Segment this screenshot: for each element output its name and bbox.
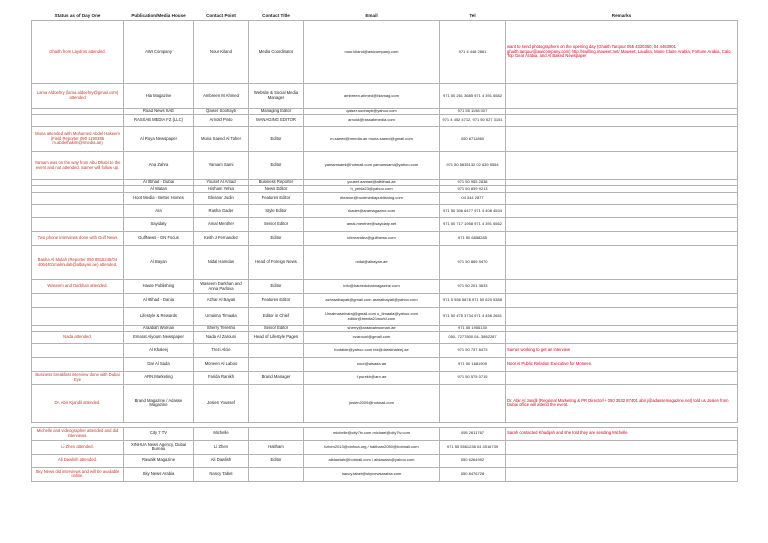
tel-cell: 050 8476728 — [440, 467, 506, 481]
email-cell: josien2009@hotmail.com — [304, 384, 440, 422]
publication-cell: Ara — [124, 205, 194, 218]
tel-cell: 971 55 5561238 04 4516739 — [440, 440, 506, 454]
remarks-cell — [506, 308, 738, 326]
contact-cell: Ali Dawlish — [194, 454, 249, 467]
title-cell: Brand Manager — [249, 371, 304, 384]
title-cell: MANAGING EDITOR — [249, 115, 304, 127]
publication-cell: Al Bayan — [124, 246, 194, 280]
publication-cell: AWI Company — [124, 21, 194, 84]
table-row — [32, 84, 738, 109]
tel-cell: 971 50 306 6477 971 4 408 4534 — [440, 205, 506, 218]
email-cell: h_yehia23@yahoo.com — [304, 186, 440, 193]
tel-cell: 971 5 556 5878 971 50 620 5388 — [440, 294, 506, 308]
table-row — [32, 21, 738, 84]
title-cell — [249, 467, 304, 481]
tel-cell: 971 50 737 8473 — [440, 343, 506, 357]
table-row — [32, 205, 738, 218]
header-tel: Tel — [440, 12, 506, 21]
status-cell — [32, 193, 124, 205]
status-cell — [32, 218, 124, 232]
table-row — [32, 308, 738, 326]
title-cell: Editor — [249, 232, 304, 246]
remarks-cell — [506, 84, 738, 109]
contact-cell: Nada Al Zarouni — [194, 331, 249, 343]
publication-cell: Lifestyle & Rewards — [124, 308, 194, 326]
title-cell: Style Editor — [249, 205, 304, 218]
contact-cell: Muna Saeed Al Taher — [194, 127, 249, 152]
email-cell: alidawlah@hotmail.com / alidawlah@yahoo.com — [304, 454, 440, 467]
title-cell: Senior Editor — [249, 218, 304, 232]
table-row — [32, 371, 738, 384]
remarks-cell — [506, 115, 738, 127]
tel-cell: 971 50 261 3685 971 4 391 6582 — [440, 84, 506, 109]
status-cell: Michelle and videographer attended and did interviews. — [32, 427, 124, 440]
publication-cell: Dar Al Sada — [124, 357, 194, 371]
status-cell: Basha Al Mulah (Reporter 050 8816245/04 4064401malmulah@albayan.ae) attended. — [32, 246, 124, 280]
title-cell: Haitham — [249, 440, 304, 454]
status-cell — [32, 294, 124, 308]
contact-cell: Amal Menther — [194, 218, 249, 232]
contact-cell: Waseem Darkhan and Anna Parlova — [194, 280, 249, 294]
media-contacts-table — [31, 12, 738, 482]
email-cell: yousef.aamad@alittihad.ae — [304, 180, 440, 186]
title-cell: Editor — [249, 280, 304, 294]
publication-cell: Brand Magazine / Adasse Magazine — [124, 384, 194, 422]
remarks-cell — [506, 152, 738, 180]
publication-cell: Sayidaty — [124, 218, 194, 232]
header-status: Status as of Day One — [32, 12, 124, 21]
title-cell: Editor in Chief — [249, 308, 304, 326]
tel-cell — [440, 384, 506, 422]
tel-cell: 971 55 1198 007 — [440, 109, 506, 115]
publication-cell: XINHUA News Agency, Dubai Bureau — [124, 440, 194, 454]
status-cell — [32, 115, 124, 127]
email-cell: nidal@albayan.ae — [304, 246, 440, 280]
contact-cell: Moneen Al Laboo — [194, 357, 249, 371]
remarks-cell — [506, 127, 738, 152]
email-cell: yamamsami@hotmail.com yamamsami@yahoo.com — [304, 152, 440, 180]
title-cell: Features Editor — [249, 193, 304, 205]
title-cell: Editor — [249, 127, 304, 152]
table-row — [32, 152, 738, 180]
remarks-cell — [506, 186, 738, 193]
contact-cell: Rasha Gader — [194, 205, 249, 218]
email-cell: m.saeed@rmedia.ae muna.saeed@gmail.com — [304, 127, 440, 152]
tel-cell: 971 50 717 1958 971 4 391 6562 — [440, 218, 506, 232]
tel-cell: 971 50 889 9470 — [440, 246, 506, 280]
remarks-cell — [506, 467, 738, 481]
tel-cell: 050 6711860 — [440, 127, 506, 152]
status-cell: Nada attended. — [32, 331, 124, 343]
publication-cell: Al Watan — [124, 186, 194, 193]
contact-cell: Azhar Al Bayati — [194, 294, 249, 308]
table-row — [32, 246, 738, 280]
status-cell: Two phone interviews done with Gulf News — [32, 232, 124, 246]
status-cell: Yamam was on the way from Abu Dhabi to the event and not attended. Samer will follow up. — [32, 152, 124, 180]
status-cell: Ali Dawlish attended. — [32, 454, 124, 467]
header-contact-title: Contact Title — [249, 12, 304, 21]
remarks-cell: Dr. Abir Al Jandil (Regional Marketing & PR Director/+ 050 3532 87401 abir.j@adassemagazine.net) told us Josien from Dubai office will attend the event. — [506, 384, 738, 422]
contact-cell: Trezi Alcie — [194, 343, 249, 357]
title-cell: Business Reporter — [249, 180, 304, 186]
title-cell: Head of Lifestyle Pages — [249, 331, 304, 343]
contact-cell: Umaima Timaala — [194, 308, 249, 326]
contact-cell: Michelle — [194, 427, 249, 440]
table-row — [32, 454, 738, 467]
remarks-cell — [506, 232, 738, 246]
table-row — [32, 331, 738, 343]
status-cell — [32, 205, 124, 218]
title-cell: Head of Foreign News — [249, 246, 304, 280]
email-cell: fontalde@yahoo.com biz@darakhaleej.ae — [304, 343, 440, 357]
remarks-cell — [506, 280, 738, 294]
status-cell — [32, 186, 124, 193]
email-cell: ambreen.ahmed@hiamag.com — [304, 84, 440, 109]
status-cell: Waseem and Darkhan attended. — [32, 280, 124, 294]
publication-cell: City 7 TV — [124, 427, 194, 440]
publication-cell: Hia Magazine — [124, 84, 194, 109]
tel-cell: 971 50 1681909 — [440, 357, 506, 371]
publication-cell: Road News SAE — [124, 109, 194, 115]
remarks-cell: Samer working to get an interview — [506, 343, 738, 357]
email-cell: lizhen2013@xinhua.org / haitham2050@hotmail.com — [304, 440, 440, 454]
tel-cell: 971 55 1955130 — [440, 326, 506, 332]
remarks-cell — [506, 294, 738, 308]
remarks-cell — [506, 246, 738, 280]
table-row — [32, 427, 738, 440]
email-cell: qaiser.soohayb@yahoo.com — [304, 109, 440, 115]
publication-cell: Emarat Alyoum Newspaper — [124, 331, 194, 343]
title-cell: Senior Editor — [249, 326, 304, 332]
remarks-cell — [506, 193, 738, 205]
email-cell: noor@alsada.ae — [304, 357, 440, 371]
status-cell — [32, 357, 124, 371]
contact-cell: Farida Ranikh — [194, 371, 249, 384]
title-cell — [249, 343, 304, 357]
title-cell: News Editor — [249, 186, 304, 193]
tel-cell: 050 6264992 — [440, 454, 506, 467]
table-row — [32, 440, 738, 454]
email-cell: amal.menther@sayidaty.net — [304, 218, 440, 232]
contact-cell: Qaiser Soohayb — [194, 109, 249, 115]
remarks-cell: Noor is Public Relation Executive for Moneen. — [506, 357, 738, 371]
publication-cell: GulfNews - GN Focus — [124, 232, 194, 246]
remarks-cell — [506, 218, 738, 232]
remarks-cell — [506, 454, 738, 467]
title-cell — [249, 357, 304, 371]
contact-cell: Sherry Teresho — [194, 326, 249, 332]
publication-cell: Rawalk Magazine — [124, 454, 194, 467]
status-cell: Muna attended with Mohamed Abdel Hakeem (Field Reporter 050 1190395 m.abdelhakim@rmedia.ae) — [32, 127, 124, 152]
tel-cell: 971 50 839 9213 — [440, 186, 506, 193]
table-row — [32, 294, 738, 308]
tel-cell: 971 50 5835132 02 639 5554 — [440, 152, 506, 180]
email-cell: arnold@rassabmedia.com — [304, 115, 440, 127]
spreadsheet — [31, 12, 738, 482]
publication-cell: RASSAB MEDIA FZ (LLC) — [124, 115, 194, 127]
title-cell: Media Coordinator — [249, 21, 304, 84]
publication-cell: Al Ittihad - Dania — [124, 294, 194, 308]
tel-cell: 050- 7277800 04- 3862287 — [440, 331, 506, 343]
header-remarks: Remarks — [506, 12, 738, 21]
remarks-cell — [506, 371, 738, 384]
table-row — [32, 193, 738, 205]
header-publication: Publication/Media House — [124, 12, 194, 21]
table-row — [32, 384, 738, 422]
title-cell — [249, 384, 304, 422]
email-cell: rkader@aramagazine.com — [304, 205, 440, 218]
email-cell: Umaimaselvaraj@gmail.com u_timaala@yahoo.com editor@media21world.com — [304, 308, 440, 326]
publication-cell: Al Khaleej — [124, 343, 194, 357]
publication-cell: Al Ittihad - Dubai — [124, 180, 194, 186]
status-cell: Li Zhen attended. — [32, 440, 124, 454]
publication-cell: Haute Publishing — [124, 280, 194, 294]
contact-cell: Nour Kiland — [194, 21, 249, 84]
tel-cell: 971 50 475 3734 971 4 456 2651 — [440, 308, 506, 326]
table-row — [32, 186, 738, 193]
table-row — [32, 218, 738, 232]
contact-cell: Hisham Yehia — [194, 186, 249, 193]
publication-cell: Al Roya Newspaper — [124, 127, 194, 152]
tel-cell: 04 344 2877 — [440, 193, 506, 205]
contact-cell: Josien Youssef — [194, 384, 249, 422]
publication-cell: Araabah Woman — [124, 326, 194, 332]
email-cell: info@hautedubaimagazine.com — [304, 280, 440, 294]
table-row — [32, 467, 738, 481]
email-cell: f.purekh@arn.ae — [304, 371, 440, 384]
title-cell: Website & Social Media Manager — [249, 84, 304, 109]
contact-cell: Yousef Al Amad — [194, 180, 249, 186]
status-cell: Ghaith from Laydros attended. — [32, 21, 124, 84]
remarks-cell — [506, 205, 738, 218]
email-cell: kfernandez@gulfnews.com — [304, 232, 440, 246]
status-cell — [32, 343, 124, 357]
contact-cell: Keith J Fernandez — [194, 232, 249, 246]
title-cell: Managing Editor — [249, 109, 304, 115]
email-cell: nancy.tabet@skynewsarabia.com — [304, 467, 440, 481]
tel-cell: 971 4 452 4712, 971 50 527 3151 — [440, 115, 506, 127]
status-cell: Dr. Abir Kjandil attended. — [32, 384, 124, 422]
contact-cell: Nancy Tabet — [194, 467, 249, 481]
contact-cell: Arnold Pinto — [194, 115, 249, 127]
table-row — [32, 115, 738, 127]
tel-cell: 055 2611767 — [440, 427, 506, 440]
email-cell: sherry@araabahwoman.ae — [304, 326, 440, 332]
email-cell: azhraalbayati@gmail.com asmalbayati@yahoo.com — [304, 294, 440, 308]
contact-cell: Ambreen M Ahmed — [194, 84, 249, 109]
table-row — [32, 232, 738, 246]
publication-cell: Hoot Media - Better Homes — [124, 193, 194, 205]
title-cell: Editor — [249, 152, 304, 180]
contact-cell: Nidal Hamdan — [194, 246, 249, 280]
email-cell: nour.kiland@awicompany.com — [304, 21, 440, 84]
status-cell: Business breakfast interview done with Dubai Eye — [32, 371, 124, 384]
tel-cell: 971 50 575 0715 — [440, 371, 506, 384]
remarks-cell: Sarah contacted Khadijah and she told they are sending Michelle — [506, 427, 738, 440]
email-cell: eleanor@hootmediapublishing.com — [304, 193, 440, 205]
remarks-cell — [506, 440, 738, 454]
publication-cell: ARN Marketing — [124, 371, 194, 384]
email-cell: nzarouni@gmail.com — [304, 331, 440, 343]
header-email: Email — [304, 12, 440, 21]
status-cell: Lama Aldoehry (lama.aldoehry@gmail.com) attended — [32, 84, 124, 109]
table-row — [32, 357, 738, 371]
table-row — [32, 343, 738, 357]
tel-cell: 971 50 6858285 — [440, 232, 506, 246]
remarks-cell — [506, 331, 738, 343]
title-cell — [249, 427, 304, 440]
publication-cell: Sky News Arabia — [124, 467, 194, 481]
title-cell: Editor — [249, 454, 304, 467]
tel-cell: 971 4 448 2861 — [440, 21, 506, 84]
header-row — [32, 12, 738, 21]
remarks-cell: want to send photographers on the opening day (Ghaith Tarqour 055 4320350, 04 4483901 ghaith.tarqour@awicompany.com) http://swilling.maweet.net/ Maweet, Laudira, Marie Claire Arabia, Fortune Arabia, Calo, Top Gear Arabia, and Al Baked Newspaper — [506, 21, 738, 84]
contact-cell: Li Zhen — [194, 440, 249, 454]
email-cell: michelle@city7tv.com michael@city7tv.com — [304, 427, 440, 440]
status-cell: Sky News did interviews and will be available online. — [32, 467, 124, 481]
contact-cell: Yamam Sami — [194, 152, 249, 180]
tel-cell: 971 50 955 2838 — [440, 180, 506, 186]
header-contact-point: Contact Point — [194, 12, 249, 21]
title-cell: Features Editor — [249, 294, 304, 308]
publication-cell: Ana Zahra — [124, 152, 194, 180]
table-row — [32, 280, 738, 294]
tel-cell: 971 50 201 3633 — [440, 280, 506, 294]
contact-cell: Eleanor Jodin — [194, 193, 249, 205]
status-cell — [32, 308, 124, 326]
table-row — [32, 127, 738, 152]
